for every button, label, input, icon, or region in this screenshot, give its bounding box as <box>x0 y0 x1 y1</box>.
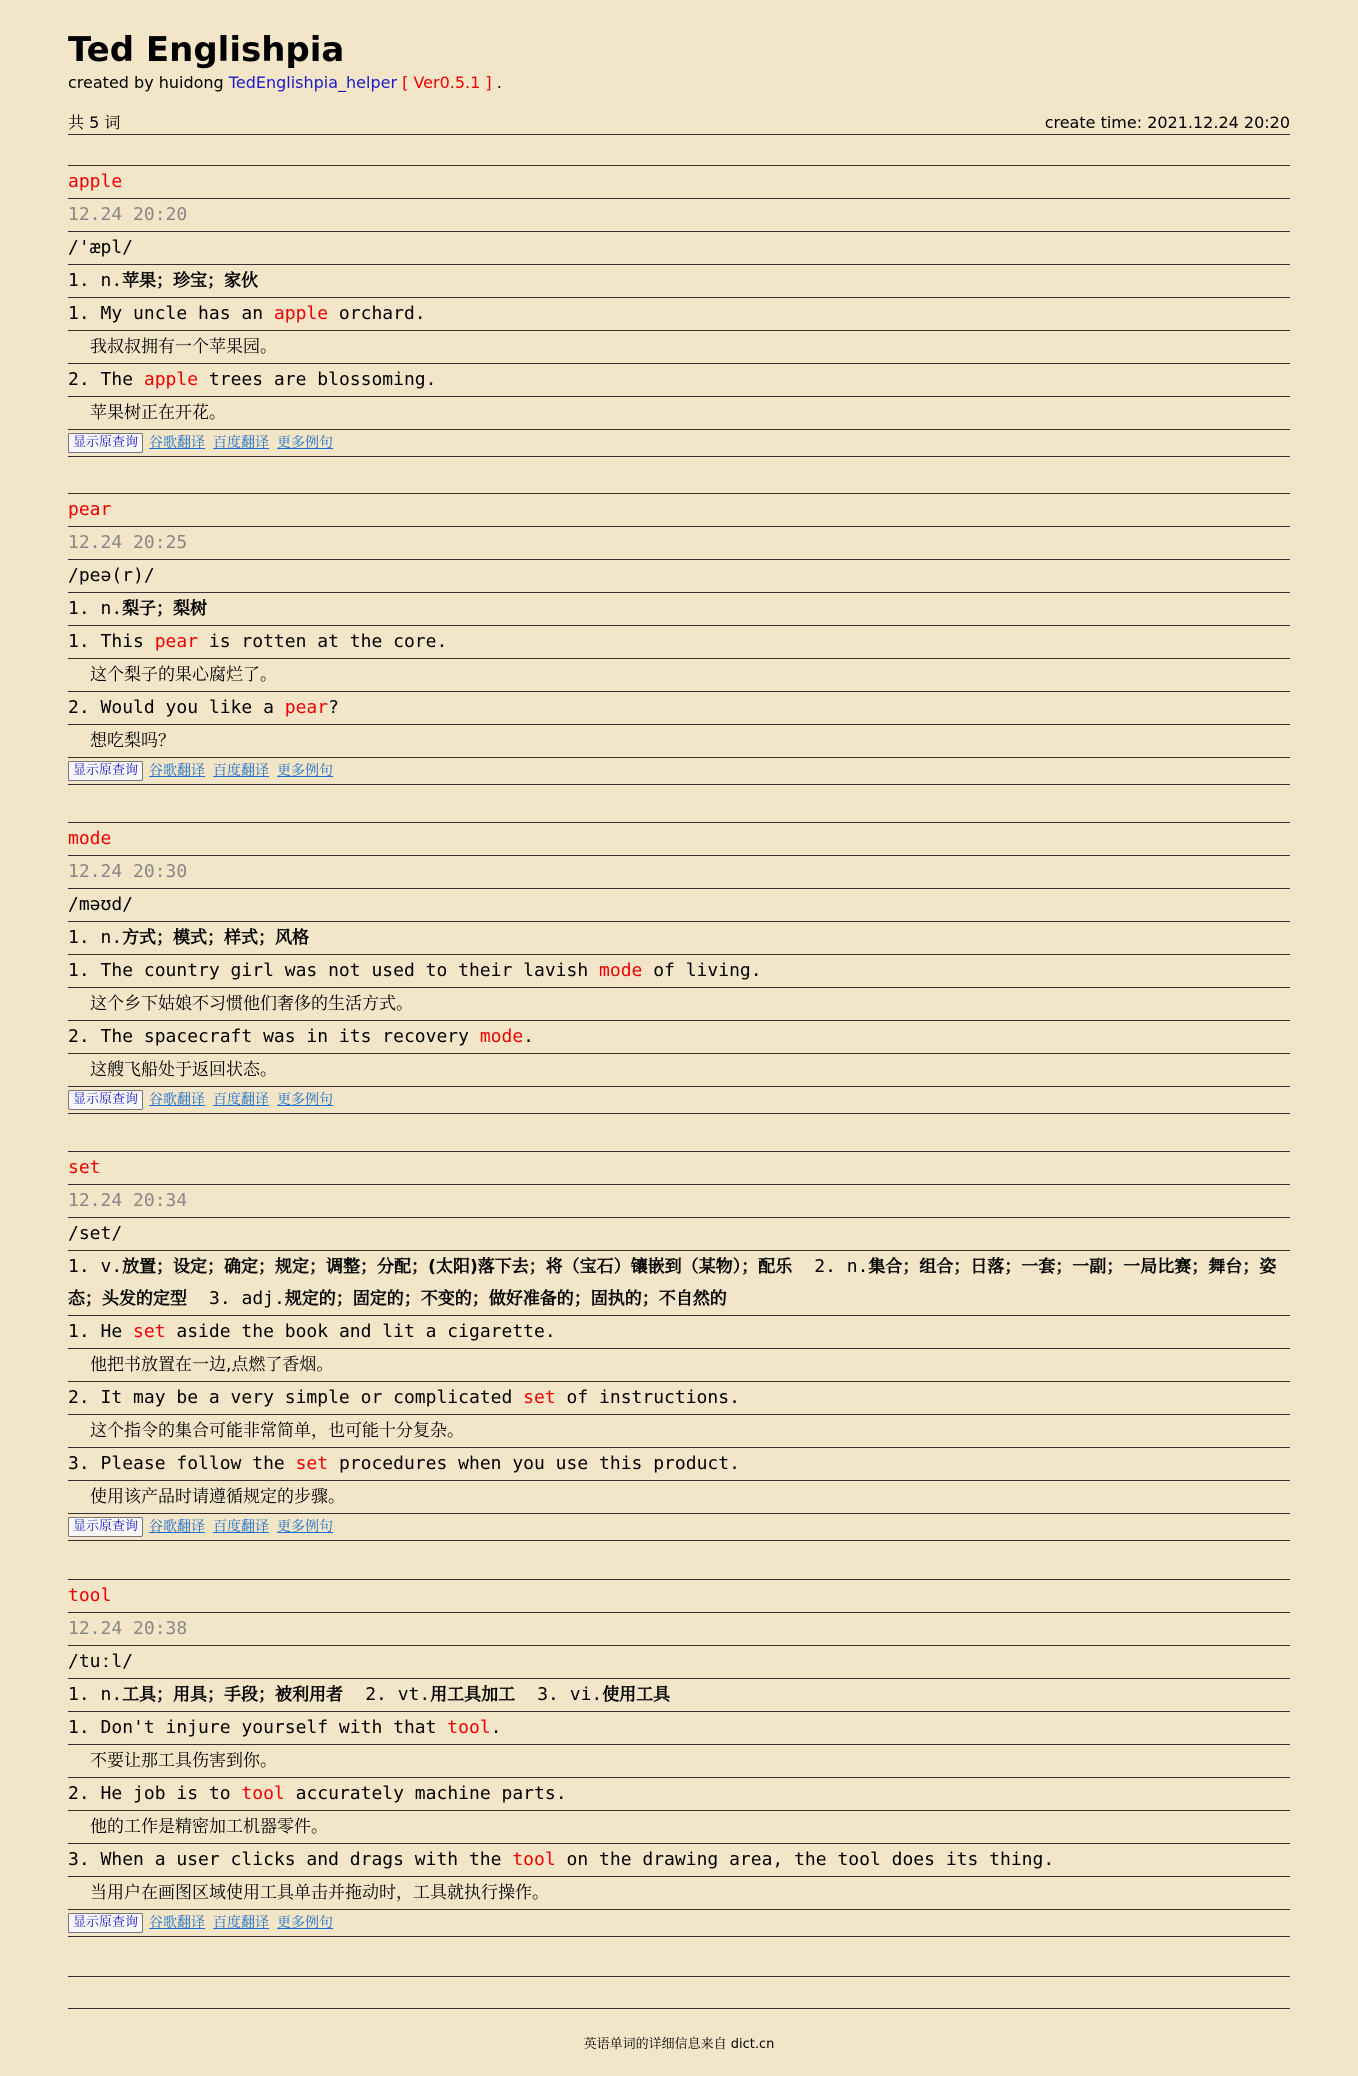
example-highlight: pear <box>284 697 329 718</box>
word-entry <box>68 822 1290 1114</box>
example-highlight: pear <box>154 631 199 652</box>
definition-meaning: 集合；组合；日落；一套；一副；一局比赛；舞台；姿态；头发的定型 <box>68 1257 1277 1309</box>
entry-time: 12.24 20:20 <box>68 198 1290 231</box>
entry-word: set <box>68 1151 1290 1184</box>
entry-actions <box>68 1909 1290 1937</box>
example-post: on the drawing area, the tool does its thing. <box>555 1849 1055 1870</box>
entry-word: mode <box>68 822 1290 855</box>
example-number: 3. <box>68 1849 101 1870</box>
part-of-speech: 1. n. <box>68 270 123 291</box>
example-highlight: tool <box>512 1849 556 1870</box>
entry-time: 12.24 20:30 <box>68 855 1290 888</box>
example-sentence <box>68 1020 1290 1053</box>
version-label: [ Ver0.5.1 ] <box>402 73 492 92</box>
example-sentence <box>68 1315 1290 1348</box>
show-original-button[interactable]: 显示原查询 <box>68 1913 143 1933</box>
show-original-button[interactable]: 显示原查询 <box>68 1517 143 1537</box>
part-of-speech: 1. v. <box>68 1256 123 1277</box>
google-translate-link[interactable]: 谷歌翻译 <box>149 763 206 779</box>
create-time: create time: 2021.12.24 20:20 <box>1044 113 1290 132</box>
example-post: procedures when you use this product. <box>328 1453 740 1474</box>
example-number: 1. <box>68 1717 101 1738</box>
google-translate-link[interactable]: 谷歌翻译 <box>149 1092 206 1108</box>
example-number: 1. <box>68 631 101 652</box>
example-highlight: apple <box>273 303 329 324</box>
example-post: ? <box>328 697 339 718</box>
example-pre: Would you like a <box>100 697 285 718</box>
google-translate-link[interactable]: 谷歌翻译 <box>149 1915 206 1931</box>
google-translate-link[interactable]: 谷歌翻译 <box>149 435 206 451</box>
example-pre: The country girl was not used to their lavish <box>100 960 600 981</box>
example-pre: He job is to <box>100 1783 242 1804</box>
example-highlight: tool <box>447 1717 491 1738</box>
definition-meaning: 工具；用具；手段；被利用者 <box>122 1685 344 1705</box>
example-translation: 这艘飞船处于返回状态。 <box>68 1053 1290 1086</box>
entry-phonetic: /set/ <box>68 1217 1290 1250</box>
entry-definitions <box>68 921 1290 954</box>
definition <box>68 927 309 948</box>
footer-note: 英语单词的详细信息来自 dict.cn <box>583 2037 775 2052</box>
entry-actions <box>68 757 1290 785</box>
word-entry <box>68 1579 1290 1937</box>
example-post: is rotten at the core. <box>198 631 448 652</box>
example-highlight: mode <box>479 1026 524 1047</box>
part-of-speech: 1. n. <box>68 927 123 948</box>
example-pre: The spacecraft was in its recovery <box>100 1026 480 1047</box>
more-examples-link[interactable]: 更多例句 <box>277 1092 334 1108</box>
example-translation: 这个指令的集合可能非常简单，也可能十分复杂。 <box>68 1414 1290 1447</box>
example-sentence <box>68 1381 1290 1414</box>
example-sentence <box>68 691 1290 724</box>
example-pre: The <box>100 369 144 390</box>
part-of-speech: 1. n. <box>68 1684 123 1705</box>
entry-phonetic: /tuːl/ <box>68 1645 1290 1678</box>
part-of-speech: 2. vt. <box>365 1684 431 1705</box>
more-examples-link[interactable]: 更多例句 <box>277 1519 334 1535</box>
example-pre: It may be a very simple or complicated <box>100 1387 524 1408</box>
example-translation: 苹果树正在开花。 <box>68 396 1290 429</box>
baidu-translate-link[interactable]: 百度翻译 <box>213 435 270 451</box>
example-number: 2. <box>68 1387 101 1408</box>
example-sentence <box>68 297 1290 330</box>
meta-row <box>68 113 1290 135</box>
entry-time: 12.24 20:34 <box>68 1184 1290 1217</box>
separator-line <box>68 1976 1290 1977</box>
definition <box>209 1288 727 1309</box>
more-examples-link[interactable]: 更多例句 <box>277 435 334 451</box>
example-post: aside the book and lit a cigarette. <box>165 1321 556 1342</box>
example-translation: 他的工作是精密加工机器零件。 <box>68 1810 1290 1843</box>
credit-line <box>68 72 1290 94</box>
more-examples-link[interactable]: 更多例句 <box>277 1915 334 1931</box>
example-post: . <box>523 1026 535 1047</box>
example-translation: 想吃梨吗？ <box>68 724 1290 757</box>
example-highlight: set <box>133 1321 166 1342</box>
part-of-speech: 3. adj. <box>209 1288 285 1309</box>
definition-meaning: 使用工具 <box>602 1685 671 1705</box>
example-number: 2. <box>68 1783 101 1804</box>
entry-definitions <box>68 592 1290 625</box>
example-number: 2. <box>68 697 101 718</box>
example-sentence <box>68 1447 1290 1480</box>
example-sentence <box>68 363 1290 396</box>
entry-actions <box>68 1513 1290 1541</box>
example-number: 2. <box>68 1026 101 1047</box>
entry-time: 12.24 20:38 <box>68 1612 1290 1645</box>
example-translation: 当用户在画图区域使用工具单击并拖动时，工具就执行操作。 <box>68 1876 1290 1909</box>
definition <box>68 598 207 619</box>
page-title: Ted Englishpia <box>68 30 345 70</box>
baidu-translate-link[interactable]: 百度翻译 <box>213 1519 270 1535</box>
example-pre: Don't injure yourself with that <box>100 1717 448 1738</box>
example-pre: When a user clicks and drags with the <box>100 1849 513 1870</box>
example-highlight: set <box>295 1453 329 1474</box>
definition <box>365 1684 515 1705</box>
entry-phonetic: /məʊd/ <box>68 888 1290 921</box>
entry-definitions <box>68 264 1290 297</box>
part-of-speech: 3. vi. <box>537 1684 603 1705</box>
baidu-translate-link[interactable]: 百度翻译 <box>213 1092 270 1108</box>
example-translation: 不要让那工具伤害到你。 <box>68 1744 1290 1777</box>
entry-phonetic: /peə(r)/ <box>68 559 1290 592</box>
example-number: 2. <box>68 369 101 390</box>
credit-suffix: . <box>491 73 502 92</box>
example-number: 3. <box>68 1453 101 1474</box>
example-sentence <box>68 954 1290 987</box>
example-pre: He <box>100 1321 134 1342</box>
example-pre: This <box>100 631 155 652</box>
baidu-translate-link[interactable]: 百度翻译 <box>213 763 270 779</box>
example-sentence <box>68 625 1290 658</box>
entry-word: apple <box>68 165 1290 198</box>
helper-link[interactable]: TedEnglishpia_helper <box>228 73 398 92</box>
show-original-button[interactable]: 显示原查询 <box>68 433 143 453</box>
definition-meaning: 规定的；固定的；不变的；做好准备的；固执的；不自然的 <box>284 1289 727 1309</box>
example-post: . <box>490 1717 502 1738</box>
entry-word: tool <box>68 1579 1290 1612</box>
example-translation: 我叔叔拥有一个苹果园。 <box>68 330 1290 363</box>
example-highlight: mode <box>599 960 643 981</box>
example-highlight: set <box>523 1387 556 1408</box>
example-sentence <box>68 1777 1290 1810</box>
example-number: 1. <box>68 1321 101 1342</box>
definition-meaning: 苹果；珍宝；家伙 <box>122 271 259 291</box>
example-post: accurately machine parts. <box>284 1783 567 1804</box>
example-sentence <box>68 1711 1290 1744</box>
entry-actions <box>68 1086 1290 1114</box>
example-pre: Please follow the <box>100 1453 296 1474</box>
definition <box>68 1256 792 1277</box>
example-post: orchard. <box>328 303 426 324</box>
word-entry <box>68 165 1290 457</box>
entry-phonetic: /'æpl/ <box>68 231 1290 264</box>
show-original-button[interactable]: 显示原查询 <box>68 1090 143 1110</box>
entry-time: 12.24 20:25 <box>68 526 1290 559</box>
example-highlight: apple <box>143 369 199 390</box>
definition-meaning: 梨子；梨树 <box>122 599 208 619</box>
credit-prefix: created by huidong <box>68 73 229 92</box>
example-post: of living. <box>642 960 762 981</box>
entry-definitions <box>68 1250 1290 1315</box>
word-entry <box>68 493 1290 785</box>
example-translation: 这个梨子的果心腐烂了。 <box>68 658 1290 691</box>
example-sentence <box>68 1843 1290 1876</box>
definition-meaning: 方式；模式；样式；风格 <box>122 928 310 948</box>
definition-meaning: 放置；设定；确定；规定；调整；分配；(太阳)落下去；将（宝石）镶嵌到（某物）；配乐 <box>122 1257 793 1277</box>
example-post: trees are blossoming. <box>198 369 437 390</box>
entry-definitions <box>68 1678 1290 1711</box>
definition <box>537 1684 670 1705</box>
show-original-button[interactable]: 显示原查询 <box>68 761 143 781</box>
entry-word: pear <box>68 493 1290 526</box>
part-of-speech: 2. n. <box>814 1256 869 1277</box>
baidu-translate-link[interactable]: 百度翻译 <box>213 1915 270 1931</box>
example-translation: 使用该产品时请遵循规定的步骤。 <box>68 1480 1290 1513</box>
google-translate-link[interactable]: 谷歌翻译 <box>149 1519 206 1535</box>
example-pre: My uncle has an <box>100 303 274 324</box>
more-examples-link[interactable]: 更多例句 <box>277 763 334 779</box>
definition <box>68 1684 343 1705</box>
example-translation: 这个乡下姑娘不习惯他们奢侈的生活方式。 <box>68 987 1290 1020</box>
part-of-speech: 1. n. <box>68 598 123 619</box>
example-number: 1. <box>68 960 101 981</box>
entry-actions <box>68 429 1290 457</box>
word-count: 共 5 词 <box>68 113 121 132</box>
example-number: 1. <box>68 303 101 324</box>
separator-line <box>68 2008 1290 2009</box>
example-translation: 他把书放置在一边,点燃了香烟。 <box>68 1348 1290 1381</box>
definition <box>68 270 258 291</box>
example-highlight: tool <box>241 1783 285 1804</box>
definition-meaning: 用工具加工 <box>430 1685 516 1705</box>
example-post: of instructions. <box>555 1387 740 1408</box>
word-entry <box>68 1151 1290 1541</box>
